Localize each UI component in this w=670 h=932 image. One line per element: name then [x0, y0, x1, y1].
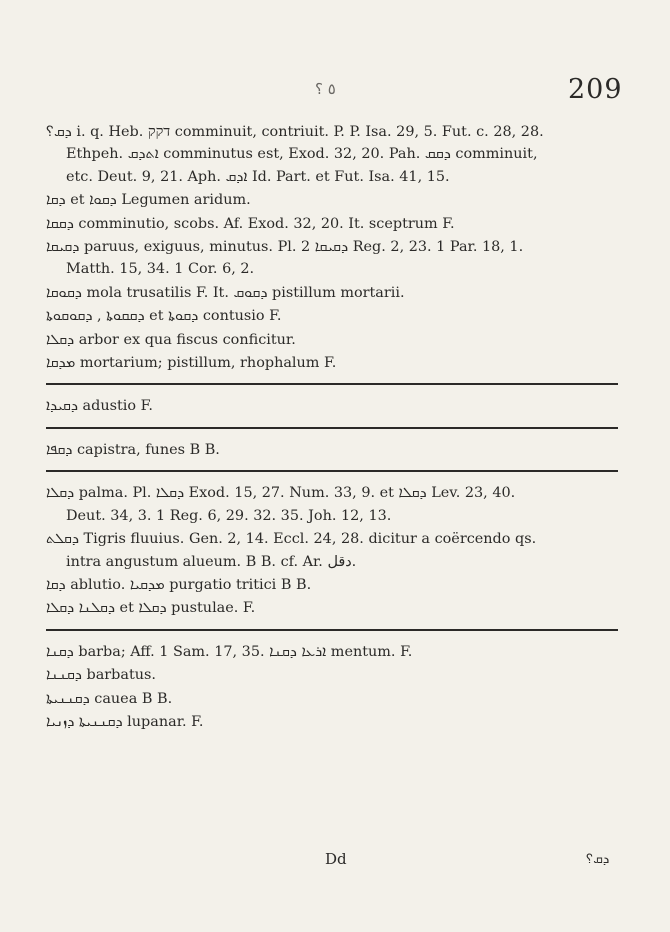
entry-line: ܕܩܠܢܐ ܕܩܠܐ et ܕܩܠܐ pustulae. F.: [46, 600, 256, 617]
entry-line: ܕܩܢܐ barba; Aff. 1 Sam. 17, 35. ܐܪܥܐ ܕܩܢܐ mentum. F.: [46, 643, 413, 660]
entry-line: Deut. 34, 3. 1 Reg. 6, 29. 32. 35. Joh. 12, 13.: [66, 507, 392, 524]
dictionary-entry: [46, 189, 624, 211]
dictionary-entry: [46, 574, 624, 596]
section-rule: [46, 629, 618, 631]
entry-line: ܡܕܩܐ mortarium; pistillum, rhophalum F.: [46, 355, 337, 372]
entry-line: ܕܩܩܐ comminutio, scobs. Af. Exod. 32, 20. It. sceptrum F.: [46, 215, 455, 232]
entry-line: ܕܩܐ ablutio. ܡܕܩܝܐ purgatio tritici B B.: [46, 576, 312, 593]
entry-line: etc. Deut. 9, 21. Aph. ܐܕܩ Id. Part. et Fut. Isa. 41, 15.: [66, 168, 450, 185]
dictionary-entry: [46, 641, 624, 663]
entry-line: ܕܩܠܬ Tigris fluuius. Gen. 2, 14. Eccl. 24, 28. dicitur a coërcendo qs.: [46, 531, 537, 548]
entry-line: Ethpeh. ܐܬܕܩ comminutus est, Exod. 32, 20. Pah. ܕܩܩ comminuit,: [66, 146, 538, 163]
entry-line: ܕܩܠܐ arbor ex qua fiscus conficitur.: [46, 331, 296, 348]
dictionary-entry: [46, 439, 624, 461]
entry-line: intra angustum alueum. B B. cf. Ar. دقل.: [66, 553, 357, 570]
section-rule: [46, 427, 618, 429]
dictionary-entry: [46, 213, 624, 235]
catchword: ܕܩ؟: [586, 852, 610, 867]
entry-line: ܕܩܝܩܐ paruus, exiguus, minutus. Pl. ܕܩܝܩܐ 2 Reg. 2, 23. 1 Par. 18, 1.: [46, 239, 524, 256]
dictionary-entry: [46, 528, 624, 573]
entry-line: ܕܩܢܢܝܬܐ ܕܙܢܝܐ lupanar. F.: [46, 713, 204, 730]
entry-line: ܕܩܢܢܐ barbatus.: [46, 667, 156, 684]
entry-line: ܕܩܐ et ܕܩܘܐ Legumen aridum.: [46, 192, 251, 209]
page-header: [0, 74, 670, 114]
entry-line: ܕܩܢܢܝܬܐ cauea B B.: [46, 690, 173, 707]
entry-line: ܕܩܦܐ capistra, funes B B.: [46, 441, 220, 458]
section-rule: [46, 383, 618, 385]
entry-line: ܕܩ؟ i. q. Heb. דקק comminuit, contriuit. P. P. Isa. 29, 5. Fut. c. 28, 28.: [46, 124, 544, 140]
header-running-title: ٥ ؟: [315, 80, 336, 98]
dictionary-entry: [46, 664, 624, 686]
dictionary-entry: [46, 482, 624, 527]
dictionary-entry: [46, 395, 624, 417]
entry-line: Matth. 15, 34. 1 Cor. 6, 2.: [66, 261, 255, 278]
entry-line: ܕܩܘܩܐ mola trusatilis F. It. ܕܩܘܩ pistillum mortarii.: [46, 284, 405, 301]
entry-line: ܕܩܠܐ palma. Pl. ܕܩܠܐ Exod. 15, 27. Num. 33, 9. et ܕܩܠܐ Lev. 23, 40.: [46, 485, 516, 502]
dictionary-entry: [46, 305, 624, 327]
page-number: 209: [568, 74, 623, 105]
page-footer: [0, 850, 670, 880]
dictionary-entries: [46, 121, 624, 734]
dictionary-entry: [46, 688, 624, 710]
entry-line: ܕܩܩܘܬܐ , ܕܩܘܩܘܬܐ et ܕܩܘܬܐ contusio F.: [46, 308, 282, 325]
dictionary-entry: [46, 711, 624, 733]
entry-line: ܕܩܝܕܐ adustio F.: [46, 398, 153, 415]
dictionary-entry: [46, 597, 624, 619]
dictionary-entry: [46, 236, 624, 281]
section-rule: [46, 470, 618, 472]
dictionary-entry: [46, 352, 624, 374]
dictionary-entry: [46, 329, 624, 351]
dictionary-entry: [46, 121, 624, 188]
signature-mark: Dd: [325, 850, 347, 868]
dictionary-entry: [46, 282, 624, 304]
